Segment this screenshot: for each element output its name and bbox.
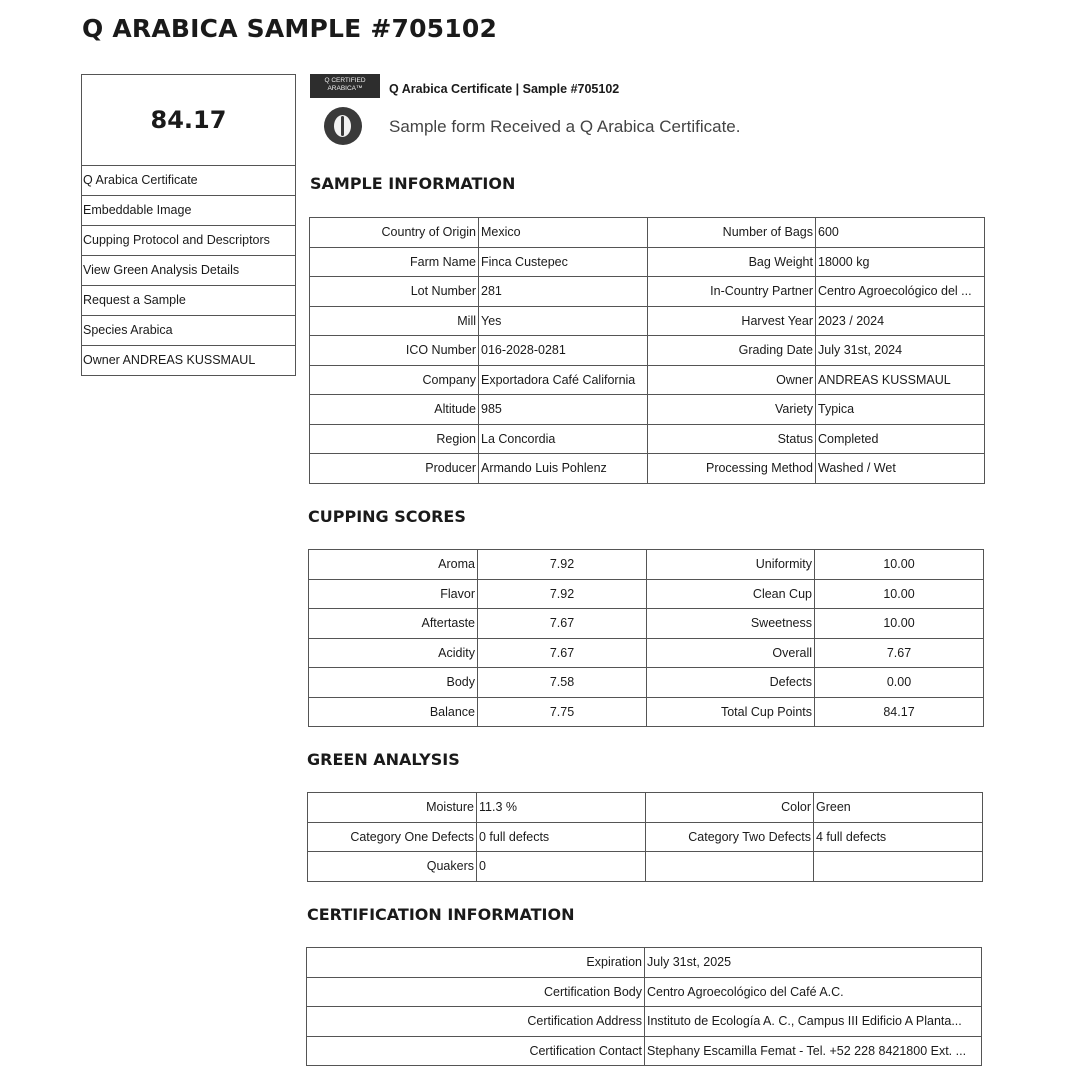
field-value: 7.67 [478,609,647,639]
field-value: Mexico [479,218,648,248]
field-value: Finca Custepec [479,247,648,277]
field-value: 11.3 % [477,793,646,823]
field-label: Moisture [308,793,477,823]
field-label: Clean Cup [647,579,815,609]
table-row [309,550,984,580]
field-label: Uniformity [647,550,815,580]
field-label: Overall [647,638,815,668]
field-label: Lot Number [310,277,479,307]
field-label: ICO Number [310,336,479,366]
table-row [309,609,984,639]
sidebar-link-green-analysis[interactable]: View Green Analysis Details [82,256,295,286]
table-row [307,948,982,978]
sidebar-owner: Owner ANDREAS KUSSMAUL [82,346,295,376]
field-value: 4 full defects [814,822,983,852]
field-value: July 31st, 2024 [816,336,985,366]
field-label: Variety [648,395,816,425]
field-label: Aroma [309,550,478,580]
q-certified-badge [310,74,380,98]
field-label: Defects [647,668,815,698]
page-title: Q ARABICA SAMPLE #705102 [82,14,498,43]
field-value: July 31st, 2025 [645,948,982,978]
table-row [307,1007,982,1037]
table-row [308,852,983,882]
field-label: Processing Method [648,454,816,484]
field-label: Acidity [309,638,478,668]
field-value: Armando Luis Pohlenz [479,454,648,484]
table-row [308,822,983,852]
field-label: Mill [310,306,479,336]
certificate-label: Q Arabica Certificate | Sample #705102 [389,82,620,96]
field-value: 7.67 [478,638,647,668]
badge-line-2: ARABICA™ [327,85,363,92]
field-value: 10.00 [815,579,984,609]
field-value: Green [814,793,983,823]
field-label: Expiration [307,948,645,978]
field-label: Body [309,668,478,698]
field-value: 0 [477,852,646,882]
field-label: Total Cup Points [647,697,815,727]
field-value: Instituto de Ecología A. C., Campus III Edificio A Planta... [645,1007,982,1037]
field-value: 10.00 [815,609,984,639]
table-row [310,454,985,484]
field-label: Flavor [309,579,478,609]
sample-information-table [309,217,985,484]
sidebar-link-q-arabica-certificate[interactable]: Q Arabica Certificate [82,166,295,196]
field-label: Farm Name [310,247,479,277]
table-row [310,336,985,366]
field-value: 600 [816,218,985,248]
sidebar-link-request-sample[interactable]: Request a Sample [82,286,295,316]
field-value: Centro Agroecológico del ... [816,277,985,307]
field-label: Certification Body [307,977,645,1007]
field-value: 7.58 [478,668,647,698]
table-row [310,277,985,307]
table-row [309,697,984,727]
field-value: La Concordia [479,424,648,454]
field-value: 0 full defects [477,822,646,852]
certification-information-table [306,947,982,1066]
field-value: Stephany Escamilla Femat - Tel. +52 228 8421800 Ext. ... [645,1036,982,1066]
field-value: 985 [479,395,648,425]
field-label: Sweetness [647,609,815,639]
field-value: 281 [479,277,648,307]
field-value: 18000 kg [816,247,985,277]
field-label: Color [646,793,814,823]
field-value: 0.00 [815,668,984,698]
field-label: Category Two Defects [646,822,814,852]
total-score: 84.17 [82,75,295,166]
table-row [309,638,984,668]
field-value: ANDREAS KUSSMAUL [816,365,985,395]
table-row [307,1036,982,1066]
table-row [310,306,985,336]
section-title-sample-information: SAMPLE INFORMATION [310,174,516,193]
table-row [310,218,985,248]
certificate-header [310,74,990,160]
field-label: Aftertaste [309,609,478,639]
field-label: Company [310,365,479,395]
table-row [310,365,985,395]
field-value [814,852,983,882]
field-value: 016-2028-0281 [479,336,648,366]
badge-line-1: Q CERTIFIED [324,77,366,84]
field-label: Producer [310,454,479,484]
field-label: Grading Date [648,336,816,366]
table-row [310,247,985,277]
table-row [307,977,982,1007]
table-row [310,424,985,454]
field-label: Number of Bags [648,218,816,248]
field-label: Status [648,424,816,454]
section-title-cupping-scores: CUPPING SCORES [308,507,466,526]
field-value: Yes [479,306,648,336]
table-row [308,793,983,823]
field-value: 7.67 [815,638,984,668]
field-value: Centro Agroecológico del Café A.C. [645,977,982,1007]
certificate-message: Sample form Received a Q Arabica Certificate. [389,117,741,136]
field-label: Bag Weight [648,247,816,277]
table-row [309,579,984,609]
field-value: 10.00 [815,550,984,580]
field-label: Region [310,424,479,454]
section-title-certification-information: CERTIFICATION INFORMATION [307,905,575,924]
field-label: Owner [648,365,816,395]
field-value: 2023 / 2024 [816,306,985,336]
field-value: 7.75 [478,697,647,727]
coffee-bean-logo-icon [324,107,362,145]
field-label: Certification Address [307,1007,645,1037]
sidebar-link-cupping-protocol[interactable]: Cupping Protocol and Descriptors [82,226,295,256]
cupping-scores-table [308,549,984,727]
field-value: Typica [816,395,985,425]
sidebar-link-embeddable-image[interactable]: Embeddable Image [82,196,295,226]
field-label: In-Country Partner [648,277,816,307]
field-value: 7.92 [478,579,647,609]
field-label: Balance [309,697,478,727]
field-value: Exportadora Café California [479,365,648,395]
section-title-green-analysis: GREEN ANALYSIS [307,750,460,769]
field-label [646,852,814,882]
field-label: Country of Origin [310,218,479,248]
field-value: 84.17 [815,697,984,727]
table-row [309,668,984,698]
green-analysis-table [307,792,983,882]
field-value: 7.92 [478,550,647,580]
sidebar [81,74,296,376]
sidebar-species: Species Arabica [82,316,295,346]
field-value: Washed / Wet [816,454,985,484]
field-label: Harvest Year [648,306,816,336]
table-row [310,395,985,425]
field-label: Certification Contact [307,1036,645,1066]
field-label: Quakers [308,852,477,882]
field-label: Category One Defects [308,822,477,852]
field-value: Completed [816,424,985,454]
field-label: Altitude [310,395,479,425]
